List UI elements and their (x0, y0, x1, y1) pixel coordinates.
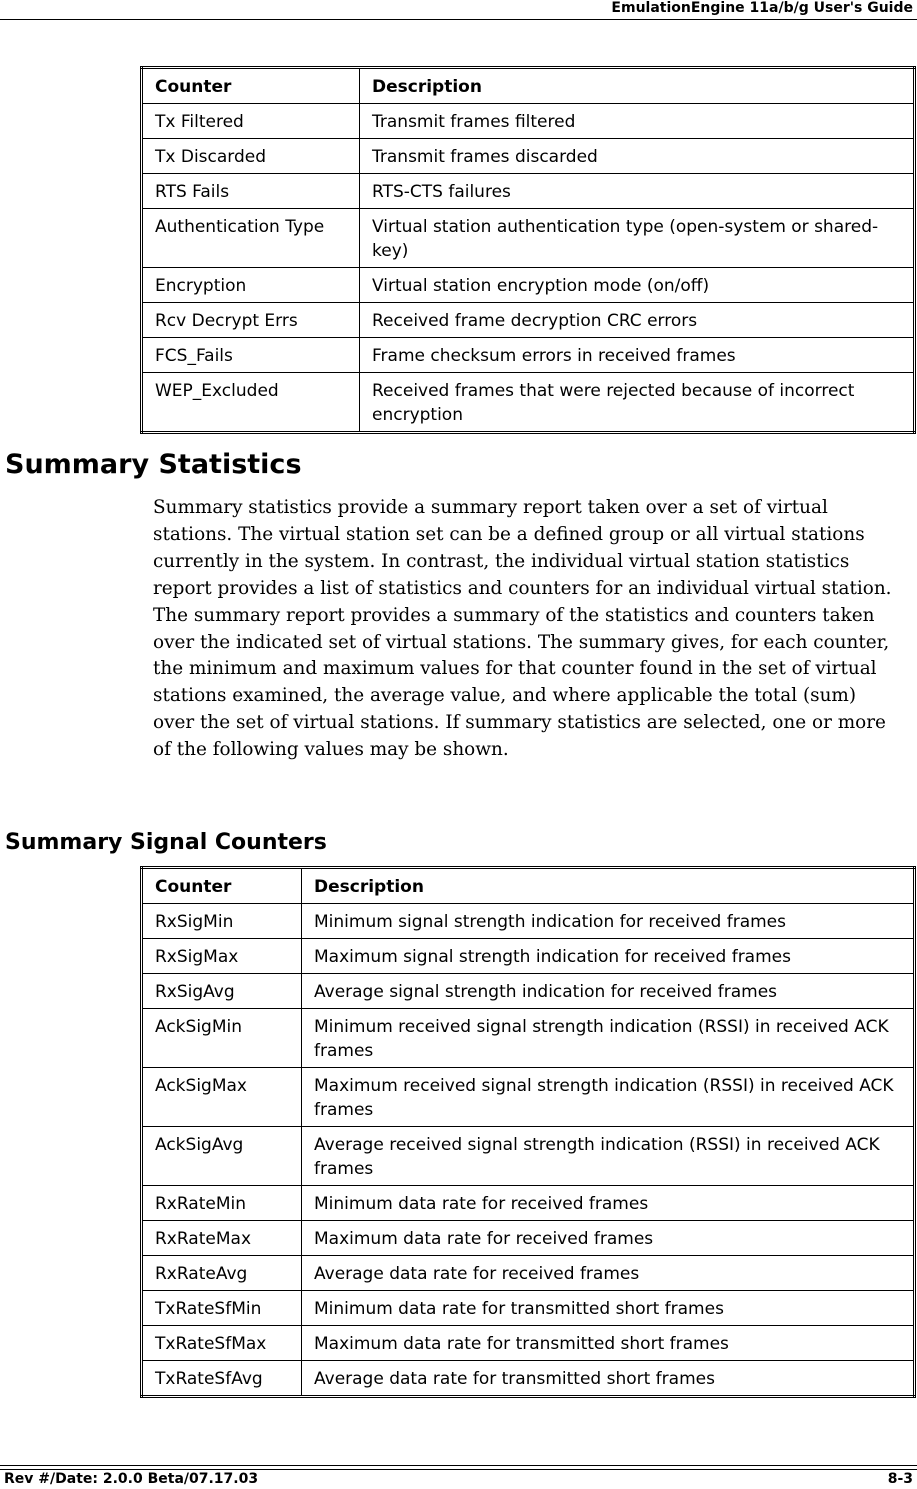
table-row (142, 104, 915, 139)
description-cell: Maximum data rate for received frames (302, 1221, 915, 1256)
page-number: 8-3 (887, 1471, 913, 1487)
table-row (142, 338, 915, 373)
table-row (142, 974, 915, 1009)
counter-cell: Authentication Type (142, 209, 360, 268)
table-row (142, 174, 915, 209)
description-cell: Frame checksum errors in received frames (360, 338, 915, 373)
description-cell: Received frames that were rejected because of incorrect encryption (360, 373, 915, 433)
description-cell: Virtual station authentication type (open-system or shared-key) (360, 209, 915, 268)
counter-cell: AckSigAvg (142, 1127, 302, 1186)
table-row (142, 1326, 915, 1361)
counters-table (140, 66, 916, 434)
table-header-row (142, 868, 915, 904)
counter-cell: RTS Fails (142, 174, 360, 209)
description-cell: Average data rate for received frames (302, 1256, 915, 1291)
counter-cell: RxSigMin (142, 904, 302, 939)
counter-cell: RxSigMax (142, 939, 302, 974)
table-row (142, 139, 915, 174)
description-cell: Transmit frames discarded (360, 139, 915, 174)
description-cell: Virtual station encryption mode (on/off) (360, 268, 915, 303)
counter-cell: Encryption (142, 268, 360, 303)
table-row (142, 1127, 915, 1186)
column-header: Description (302, 868, 915, 904)
counter-cell: WEP_Excluded (142, 373, 360, 433)
table-row (142, 1361, 915, 1397)
counter-cell: FCS_Fails (142, 338, 360, 373)
description-cell: Received frame decryption CRC errors (360, 303, 915, 338)
counter-cell: RxRateAvg (142, 1256, 302, 1291)
table-header-row (142, 68, 915, 104)
counter-cell: Rcv Decrypt Errs (142, 303, 360, 338)
counter-cell: RxRateMin (142, 1186, 302, 1221)
section-paragraph: Summary statistics provide a summary report taken over a set of virtual stations. The virtual station set can be a defined group or all virtual stations currently in the system. In contrast, the individual virtual station statistics report provides a list of statistics and counters for an individual virtual station. The summary report provides a summary of the statistics and counters taken over the indicated set of virtual stations. The summary gives, for each counter, the minimum and maximum values for that counter found in the set of virtual stations examined, the average value, and where applicable the total (sum) over the set of virtual stations. If summary statistics are selected, one or more of the following values may be shown. (153, 497, 892, 761)
description-cell: Minimum data rate for received frames (302, 1186, 915, 1221)
counter-cell: RxRateMax (142, 1221, 302, 1256)
description-cell: Average data rate for transmitted short frames (302, 1361, 915, 1397)
table-row (142, 1291, 915, 1326)
table-row (142, 939, 915, 974)
subsection-heading: Summary Signal Counters (5, 830, 327, 855)
table-row (142, 1256, 915, 1291)
description-cell: Maximum signal strength indication for received frames (302, 939, 915, 974)
section-heading: Summary Statistics (5, 449, 302, 480)
table-row (142, 268, 915, 303)
description-cell: RTS-CTS failures (360, 174, 915, 209)
column-header: Counter (142, 68, 360, 104)
description-cell: Average signal strength indication for received frames (302, 974, 915, 1009)
table-row (142, 209, 915, 268)
column-header: Counter (142, 868, 302, 904)
counter-cell: RxSigAvg (142, 974, 302, 1009)
table-row (142, 1186, 915, 1221)
counter-cell: AckSigMin (142, 1009, 302, 1068)
table-row (142, 1221, 915, 1256)
description-cell: Minimum received signal strength indication (RSSI) in received ACK frames (302, 1009, 915, 1068)
footer-rule (0, 1465, 917, 1466)
description-cell: Maximum data rate for transmitted short frames (302, 1326, 915, 1361)
description-cell: Transmit frames filtered (360, 104, 915, 139)
column-header: Description (360, 68, 915, 104)
description-cell: Average received signal strength indication (RSSI) in received ACK frames (302, 1127, 915, 1186)
description-cell: Maximum received signal strength indication (RSSI) in received ACK frames (302, 1068, 915, 1127)
page-footer (4, 1471, 913, 1487)
counter-cell: AckSigMax (142, 1068, 302, 1127)
table-row (142, 1068, 915, 1127)
counter-cell: TxRateSfMin (142, 1291, 302, 1326)
description-cell: Minimum data rate for transmitted short frames (302, 1291, 915, 1326)
counter-cell: Tx Filtered (142, 104, 360, 139)
table-row (142, 303, 915, 338)
table-row (142, 1009, 915, 1068)
counter-cell: Tx Discarded (142, 139, 360, 174)
description-cell: Minimum signal strength indication for received frames (302, 904, 915, 939)
table-row (142, 904, 915, 939)
page-header: EmulationEngine 11a/b/g User's Guide (0, 0, 917, 20)
counter-cell: TxRateSfMax (142, 1326, 302, 1361)
counter-cell: TxRateSfAvg (142, 1361, 302, 1397)
table-row (142, 373, 915, 433)
footer-revision: Rev #/Date: 2.0.0 Beta/07.17.03 (4, 1471, 259, 1487)
footer-rule (0, 1469, 917, 1470)
summary-signal-counters-table (140, 866, 916, 1398)
